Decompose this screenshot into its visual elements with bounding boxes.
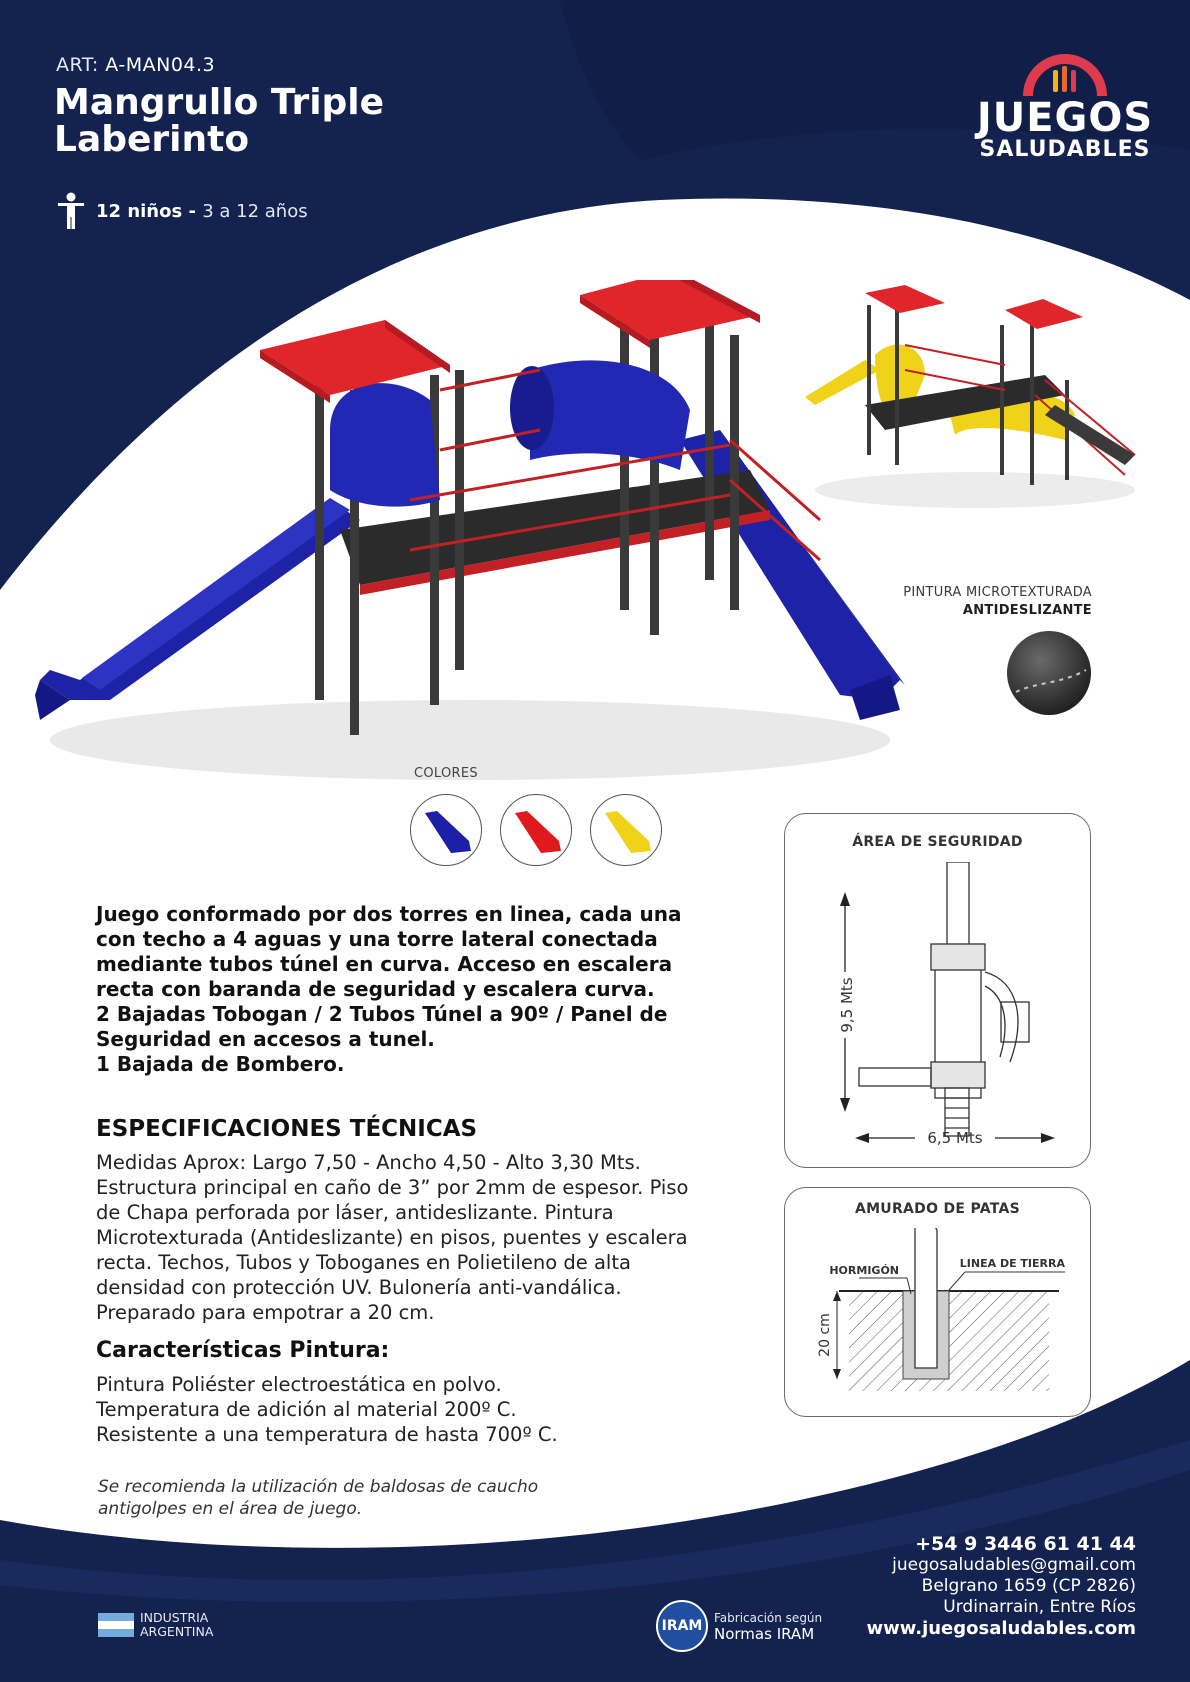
paint-body: [96, 1372, 696, 1447]
colors-label: COLORES: [414, 766, 478, 781]
anchoring-depth-label: 20 cm: [817, 1313, 833, 1357]
paint-feature-label: [860, 584, 1092, 620]
title-line-2: Laberinto: [54, 119, 250, 160]
specs-body: Medidas Aprox: Largo 7,50 - Ancho 4,50 - Alto 3,30 Mts. Estructura principal en caño de 3” por 2mm de espesor. Piso de Chapa perforada por láser, antideslizante. Pintura Microtexturada (Antideslizante) en pisos, puentes y escalera recta. Techos, Tubos y Toboganes en Polietileno de alta densidad con protección UV. Bulonería anti-vandálica. Preparado para empotrar a 20 cm.: [96, 1151, 689, 1324]
argentina-flag-icon: [98, 1613, 134, 1637]
contact-email[interactable]: juegosaludables@gmail.com: [892, 1555, 1136, 1575]
article-number: A-MAN04.3: [105, 54, 216, 76]
concrete-label: HORMIGÓN: [829, 1264, 899, 1277]
paint-line-1: Pintura Poliéster electroestática en polvo.: [96, 1373, 502, 1396]
paint-line-2: Temperatura de adición al material 200º C.: [96, 1398, 517, 1421]
color-swatch-yellow[interactable]: [590, 794, 662, 866]
contact-website[interactable]: www.juegosaludables.com: [866, 1618, 1136, 1639]
iram-line-2: Normas IRAM: [714, 1625, 815, 1643]
ground-line-label: LINEA DE TIERRA: [959, 1257, 1065, 1270]
blue-slide-icon: [411, 795, 482, 866]
specs-heading: ESPECIFICACIONES TÉCNICAS: [96, 1116, 478, 1142]
industria-line-1: INDUSTRIA: [140, 1610, 209, 1625]
iram-badge-icon: IRAM: [656, 1600, 708, 1652]
iram-line-1: Fabricación según: [714, 1611, 823, 1625]
contact-phone[interactable]: +54 9 3446 61 41 44: [915, 1533, 1136, 1555]
safety-area-diagram: [805, 862, 1075, 1152]
paint-line-3: Resistente a una temperatura de hasta 700º C.: [96, 1423, 558, 1446]
industria-argentina: [98, 1611, 213, 1639]
iram-certification: [656, 1600, 822, 1652]
description-paragraph-2: 2 Bajadas Tobogan / 2 Tubos Túnel a 90º / Panel de Seguridad en accesos a tunel.: [96, 1002, 668, 1051]
description-paragraph-1: Juego conformado por dos torres en linea, cada una con techo a 4 aguas y una torre lateral conectada mediante tubos túnel en curva. Acceso en escalera recta con baranda de seguridad y escalera curva.: [96, 902, 682, 1001]
logo-arch-icon: [1022, 52, 1108, 98]
color-swatch-red[interactable]: [500, 794, 572, 866]
title-line-1: Mangrullo Triple: [54, 82, 385, 123]
texture-sample: [1006, 630, 1092, 716]
anchoring-diagram: [799, 1228, 1079, 1408]
child-icon: [56, 192, 86, 230]
product-description: [96, 902, 686, 1077]
anchoring-box: [784, 1187, 1091, 1417]
product-alt-render: [805, 285, 1145, 515]
safety-area-box: [784, 813, 1091, 1168]
kids-ages: 3 a 12 años: [202, 200, 308, 222]
kids-separator: -: [182, 200, 203, 222]
paint-heading: Características Pintura:: [96, 1338, 390, 1363]
logo-word-saludables: SALUDABLES: [979, 137, 1151, 162]
paint-feature-line-2: ANTIDESLIZANTE: [962, 603, 1092, 618]
contact-info: [867, 1534, 1137, 1639]
product-title: [54, 84, 474, 158]
recommendation-note: Se recomienda la utilización de baldosas de caucho antigolpes en el área de juego.: [98, 1477, 539, 1519]
kids-count: 12 niños: [96, 200, 183, 222]
article-code: [56, 54, 215, 76]
safety-height-label: 9,5 Mts: [838, 977, 856, 1033]
safety-width-label: 6,5 Mts: [927, 1129, 983, 1147]
paint-feature-line-1: PINTURA MICROTEXTURADA: [903, 585, 1092, 600]
anchoring-title: AMURADO DE PATAS: [854, 1201, 1021, 1217]
contact-address-1: Belgrano 1659 (CP 2826): [921, 1576, 1136, 1596]
red-slide-icon: [501, 795, 572, 866]
article-prefix: ART:: [56, 54, 99, 76]
brand-logo: [975, 52, 1155, 162]
logo-word-juegos: JUEGOS: [976, 95, 1154, 141]
contact-address-2: Urdinarrain, Entre Ríos: [943, 1597, 1136, 1617]
industria-line-2: ARGENTINA: [140, 1624, 214, 1639]
description-paragraph-3: 1 Bajada de Bombero.: [96, 1052, 345, 1076]
yellow-slide-icon: [591, 795, 662, 866]
color-swatch-blue[interactable]: [410, 794, 482, 866]
product-main-render: [30, 280, 910, 790]
capacity-info: [56, 192, 308, 230]
safety-area-title: ÁREA DE SEGURIDAD: [852, 834, 1023, 850]
